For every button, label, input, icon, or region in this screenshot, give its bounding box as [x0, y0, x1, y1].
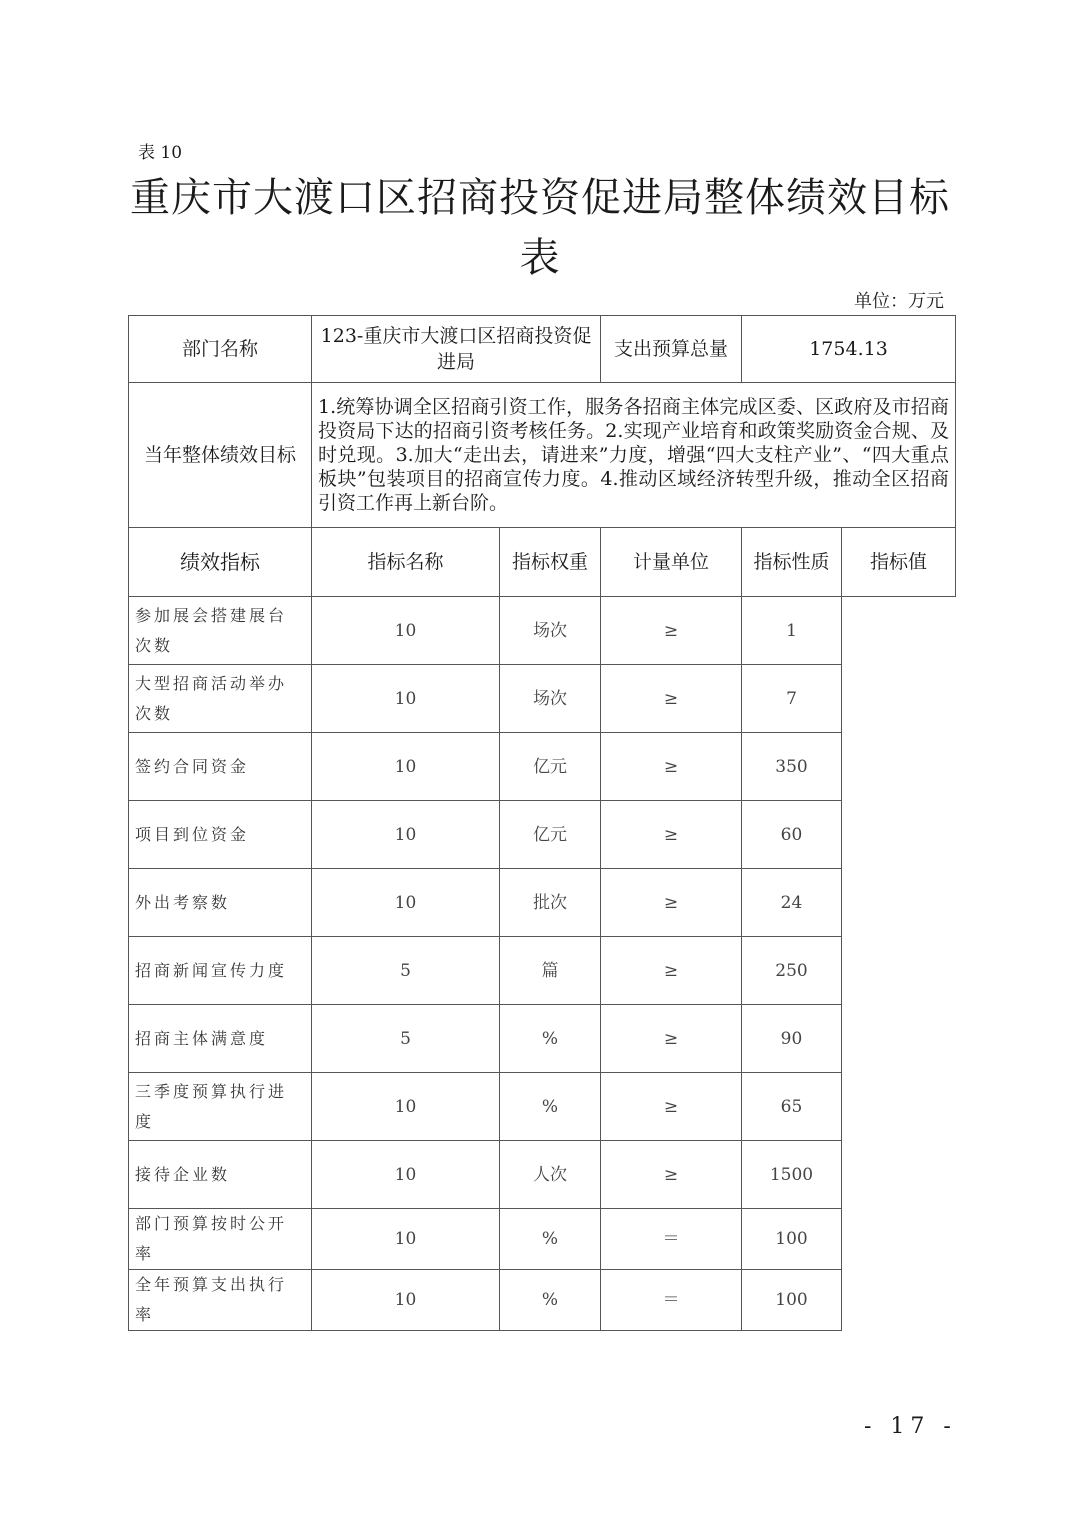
indicator-value: 65 [742, 1073, 842, 1141]
indicator-name: 招商主体满意度 [129, 1005, 312, 1073]
indicator-name: 签约合同资金 [129, 733, 312, 801]
dept-value: 123-重庆市大渡口区招商投资促进局 [312, 316, 601, 383]
indicator-name: 招商新闻宣传力度 [129, 937, 312, 1005]
indicator-row [129, 1005, 956, 1073]
indicator-weight: 10 [312, 1209, 500, 1270]
indicator-name: 外出考察数 [129, 869, 312, 937]
indicator-unit: % [500, 1270, 601, 1331]
indicator-row [129, 869, 956, 937]
indicator-value: 24 [742, 869, 842, 937]
indicator-value: 100 [742, 1270, 842, 1331]
indicator-name: 大型招商活动举办次数 [129, 665, 312, 733]
page-number: - 17 - [864, 1414, 957, 1439]
indicator-unit: 篇 [500, 937, 601, 1005]
indicator-weight: 10 [312, 733, 500, 801]
indicator-nature: ≥ [601, 1005, 742, 1073]
indicator-row [129, 1270, 956, 1331]
section-label: 绩效指标 [129, 528, 312, 597]
indicator-name: 参加展会搭建展台次数 [129, 597, 312, 665]
indicator-weight: 10 [312, 1141, 500, 1209]
indicator-nature: ≥ [601, 1073, 742, 1141]
goal-text: 1.统筹协调全区招商引资工作，服务各招商主体完成区委、区政府及市招商投资局下达的招商引资考核任务。2.实现产业培育和政策奖励资金合规、及时兑现。3.加大“走出去，请进来”力度，增强“四大支柱产业”、“四大重点板块”包装项目的招商宣传力度。4.推动区域经济转型升级，推动全区招商引资工作再上新台阶。 [312, 383, 956, 528]
goal-label: 当年整体绩效目标 [129, 383, 312, 528]
indicator-name: 全年预算支出执行率 [129, 1270, 312, 1331]
performance-table [128, 315, 956, 1331]
indicator-value: 1 [742, 597, 842, 665]
indicator-value: 250 [742, 937, 842, 1005]
indicator-row [129, 937, 956, 1005]
indicator-weight: 10 [312, 597, 500, 665]
indicator-unit: 场次 [500, 597, 601, 665]
indicator-unit: 亿元 [500, 733, 601, 801]
dept-label: 部门名称 [129, 316, 312, 383]
indicator-value: 1500 [742, 1141, 842, 1209]
column-header: 计量单位 [601, 528, 742, 597]
indicator-nature: ＝ [601, 1209, 742, 1270]
dept-row [129, 316, 956, 383]
indicator-nature: ≥ [601, 1141, 742, 1209]
indicator-unit: % [500, 1005, 601, 1073]
column-header: 指标名称 [312, 528, 500, 597]
indicator-row [129, 801, 956, 869]
indicator-weight: 10 [312, 869, 500, 937]
indicator-nature: ≥ [601, 937, 742, 1005]
indicator-header-row [129, 528, 956, 597]
indicator-nature: ≥ [601, 665, 742, 733]
budget-value: 1754.13 [742, 316, 956, 383]
indicator-unit: % [500, 1209, 601, 1270]
indicator-name: 项目到位资金 [129, 801, 312, 869]
indicator-value: 7 [742, 665, 842, 733]
indicator-nature: ＝ [601, 1270, 742, 1331]
indicator-weight: 5 [312, 937, 500, 1005]
indicator-weight: 10 [312, 1270, 500, 1331]
indicator-weight: 5 [312, 1005, 500, 1073]
indicator-nature: ≥ [601, 869, 742, 937]
indicator-row [129, 733, 956, 801]
indicator-weight: 10 [312, 801, 500, 869]
unit-label: 单位：万元 [854, 291, 944, 312]
indicator-row [129, 1141, 956, 1209]
indicator-nature: ≥ [601, 801, 742, 869]
indicator-weight: 10 [312, 1073, 500, 1141]
page-title: 重庆市大渡口区招商投资促进局整体绩效目标表 [130, 175, 950, 281]
indicator-unit: 场次 [500, 665, 601, 733]
indicator-unit: 批次 [500, 869, 601, 937]
indicator-unit: 人次 [500, 1141, 601, 1209]
indicator-name: 部门预算按时公开率 [129, 1209, 312, 1270]
indicator-unit: 亿元 [500, 801, 601, 869]
budget-label: 支出预算总量 [601, 316, 742, 383]
indicator-unit: % [500, 1073, 601, 1141]
indicator-value: 90 [742, 1005, 842, 1073]
column-header: 指标性质 [742, 528, 842, 597]
indicator-nature: ≥ [601, 733, 742, 801]
table-number: 表 10 [138, 143, 183, 163]
indicator-nature: ≥ [601, 597, 742, 665]
indicator-value: 60 [742, 801, 842, 869]
indicator-name: 接待企业数 [129, 1141, 312, 1209]
indicator-value: 350 [742, 733, 842, 801]
column-header: 指标值 [842, 528, 956, 597]
indicator-row [129, 597, 956, 665]
indicator-row [129, 1073, 956, 1141]
indicator-row [129, 665, 956, 733]
indicator-value: 100 [742, 1209, 842, 1270]
indicator-name: 三季度预算执行进度 [129, 1073, 312, 1141]
column-header: 指标权重 [500, 528, 601, 597]
goal-row [129, 383, 956, 528]
indicator-weight: 10 [312, 665, 500, 733]
indicator-row [129, 1209, 956, 1270]
